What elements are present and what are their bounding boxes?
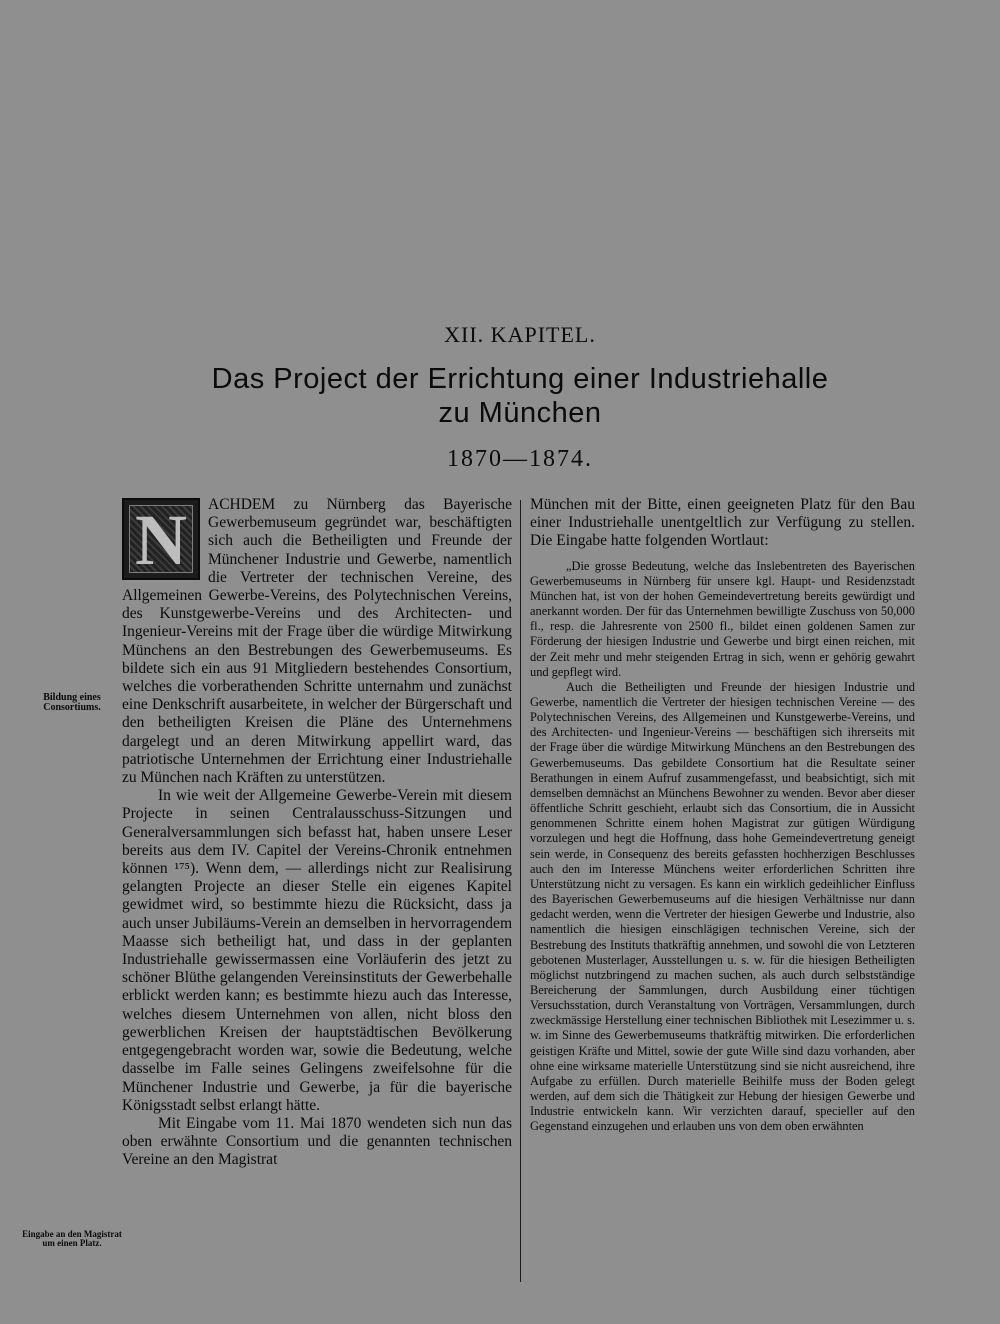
decorative-initial-icon [122,498,200,580]
chapter-title [0,362,1000,430]
chapter-title-line1: Das Project der Errichtung einer Industriehalle [211,363,829,395]
quotation-paragraph-2: Auch die Betheiligten und Freunde der hiesigen Industrie und Gewerbe, namentlich die Vertreter der hiesigen technischen Vereine — des Polytechnischen Vereins, des Allgemeinen und Kunstgewerbe-Vereins, und des Architecten- und Ingenieur-Vereins — beschäftigen sich ihrerseits mit der Frage über die würdige Mitwirkung Münchens an den Bestrebungen des Gewerbemuseums. Das gebildete Consortium hat die Resultate seiner Berathungen in einem Aufruf zusammengefasst, und beabsichtigt, sich mit demselben demnächst an Münchens Bewohner zu wenden. Bevor aber dieser öffentliche Schritt geschieht, erlaubt sich das Consortium, die in Aussicht genommenen Schritte einem hohen Magistrat zur gütigen Würdigung vorzulegen und hegt die Hoffnung, dass hohe Gemeindevertretung geneigt sein werde, in Consequenz des bereits gefassten hochherzigen Beschlusses auch den im Interesse Münchens weiter erforderlichen Schritten ihre Unterstützung nicht zu versagen. Es kann ein wirklich gedeihlicher Einfluss des Bayerischen Gewerbemuseums auf die hiesigen Verhältnisse nur dann gedacht werden, wenn die Vertreter der hiesigen Gewerbe und Industrie, also namentlich die hiesigen einschlägigen technischen Vereine, sich der Bestrebung des Instituts thatkräftig annehmen, und sowohl die von Letzteren gebotenen Musterlager, Ausstellungen u. s. w. für die hiesigen Betheiligten möglichst nutzbringend zu machen suchen, als auch durch selbstständige Bereicherung der Sammlungen, durch Ausbildung einer tüchtigen Versuchsstation, durch Veranstaltung von Vorträgen, Versammlungen, durch zweckmässige Herstellung einer technischen Bibliothek mit Lesezimmer u. s. w. im Sinne des Gewerbemuseums thatkräftig mitwirken. Die erforderlichen geistigen Kräfte und Mittel, sowie der gute Wille sind dazu vorhanden, aber ohne eine wirksame materielle Unterstützung sind sie nicht ausreichend, ihre Aufgabe zu erfüllen. Durch materielle Beihilfe muss der Boden gelegt werden, auf dem sich die Thätigkeit zur Hebung der hiesigen Gewerbe und Industrie entwickeln kann. Wir verzichten darauf, specieller auf den Gegenstand einzugehen und erlauben uns von dem oben erwähnten [530,679,915,1134]
chapter-years: 1870—1874. [447,446,593,472]
paragraph-2: In wie weit der Allgemeine Gewerbe-Verein mit diesem Projecte in seinen Centralausschuss-Sitzungen und Generalversammlungen sich befasst hat, haben unsere Leser bereits aus dem IV. Capitel der Vereins-Chronik entnehmen können ¹⁷⁵). Wenn dem, — allerdings nicht zur Realisirung gelangten Projecte an dieser Stelle ein eigenes Kapitel gewidmet wird, so bestimmte hiezu die Rücksicht, dass ja auch unser Jubiläums-Verein an demselben in hervorragendem Maasse sich betheiligt hat, und dass in der geplanten Industriehalle gewissermassen eine Vorläuferin des jetzt zu schöner Blüthe gelangenden Vereinsinstituts der Gewerbehalle erblickt werden kann; es bestimmte hiezu auch das Interesse, welches diesem Unternehmen von allen, nicht bloss den gewerblichen Kreisen der hauptstädtischen Bevölkerung entgegengebracht worden war, sowie die Bedeutung, welche dasselbe im Falle seines Gelingens zweifelsohne für die Münchener Industrie und Gewerbe, ja für die bayerische Königsstadt selbst erlangt hätte. [122,787,512,1114]
margin-note-eingabe: Eingabe an den Magistrat um einen Platz. [22,1229,122,1248]
right-column [530,496,915,1135]
chapter-heading: XII. KAPITEL. [444,322,596,347]
chapter-title-line2: zu München [438,397,602,429]
paragraph-3: Mit Eingabe vom 11. Mai 1870 wendeten sich nun das oben erwähnte Consortium und die genannten technischen Vereine an den Magistrat [122,1114,512,1169]
paragraph-right-1: München mit der Bitte, einen geeigneten Platz für den Bau einer Industriehalle unentgeltlich zur Verfügung zu stellen. Die Eingabe hatte folgenden Wortlaut: [530,496,915,550]
quotation-paragraph-1: „Die grosse Bedeutung, welche das Inslebentreten des Bayerischen Gewerbemuseums in Nürnberg für unsere kgl. Haupt- und Residenzstadt München hat, ist von der hohen Gemeindevertretung bereits gewürdigt und anerkannt worden. Der für das Unternehmen bewilligte Zuschuss von 50,000 fl., resp. die Jahresrente von 2500 fl., bildet einen goldenen Samen zur Förderung der hiesigen Industrie und Gewerbe und birgt einen reichen, mit der Zeit mehr und mehr steigenden Ertrag in sich, wenn er gehörig gewahrt und gepflegt wird. [530,558,915,679]
paragraph-1: ACHDEM zu Nürnberg das Bayerische Gewerbemuseum gegründet war, beschäftigten sich auch die Betheiligten und Freunde der Münchener Industrie und Gewerbe, namentlich die Vertreter der technischen Vereine, des Allgemeinen Gewerbe-Vereins, des Polytechnischen Vereins, des Kunstgewerbe-Vereins und des Architecten- und Ingenieur-Vereins mit der Frage über die würdige Mitwirkung Münchens an den Bestrebungen des Gewerbemuseums. Es bildete sich ein aus 91 Mitgliedern bestehendes Consortium, welches die vorberathenden Schritte unternahm und zunächst eine Denkschrift ausarbeitete, in welcher der Bürgerschaft und den betheiligten Kreisen die Pläne des Unternehmens dargelegt und an deren Mitwirkung appellirt ward, das patriotische Unternehmen der Errichtung einer Industriehalle zu München nach Kräften zu unterstützen. [122,496,512,787]
left-column [122,496,512,1170]
margin-note-consortium: Bildung eines Consortiums. [43,692,101,713]
dropcap-letter: N [135,500,187,580]
column-divider [520,500,521,1282]
